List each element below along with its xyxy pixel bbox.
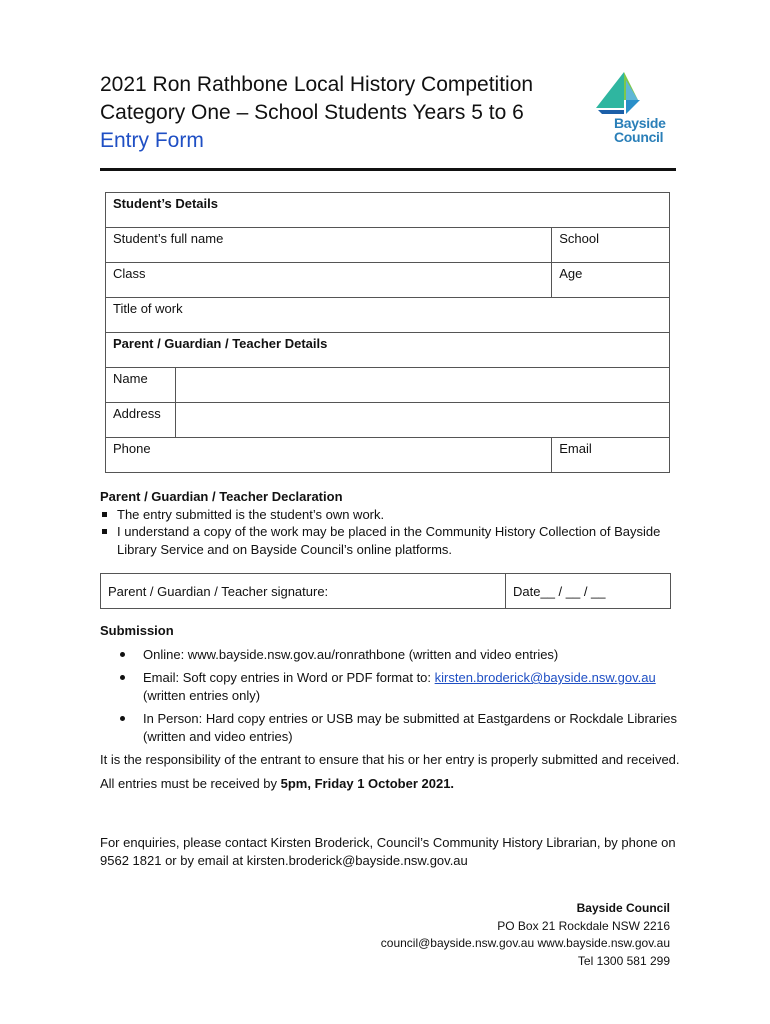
bayside-council-logo: [588, 70, 674, 148]
name-label: Name: [106, 368, 176, 403]
page-title: [100, 71, 533, 155]
responsibility-text: It is the responsibility of the entrant to ensure that his or her entry is properly submitted and received.: [100, 752, 680, 767]
declaration-heading: Parent / Guardian / Teacher Declaration: [100, 489, 343, 504]
signature-field[interactable]: Parent / Guardian / Teacher signature:: [101, 574, 506, 609]
list-item: In Person: Hard copy entries or USB may be submitted at Eastgardens or Rockdale Libraries (written and video entries): [100, 710, 680, 745]
address-field[interactable]: [176, 403, 670, 438]
title-line-3: Entry Form: [100, 129, 204, 152]
submission-section: [100, 622, 680, 798]
list-item: Email: Soft copy entries in Word or PDF format to: kirsten.broderick@bayside.nsw.gov.au (written entries only): [100, 669, 680, 704]
footer-email-web: council@bayside.nsw.gov.au www.bayside.nsw.gov.au: [380, 936, 670, 950]
address-label: Address: [106, 403, 176, 438]
date-field[interactable]: Date__ / __ / __: [506, 574, 671, 609]
footer-org: Bayside Council: [576, 901, 670, 915]
declaration-section: [100, 488, 680, 558]
footer-address: [381, 900, 670, 970]
sail-icon: [588, 70, 674, 118]
title-line-2: Category One – School Students Years 5 to 6: [100, 101, 524, 124]
submission-list: [100, 646, 680, 746]
square-bullet-icon: [102, 512, 107, 517]
square-bullet-icon: [102, 529, 107, 534]
student-details-table: [105, 192, 670, 473]
submission-heading: Submission: [100, 623, 174, 638]
school-field[interactable]: School: [552, 228, 670, 263]
student-full-name-field[interactable]: Student’s full name: [106, 228, 552, 263]
footer-tel: Tel 1300 581 299: [577, 953, 670, 968]
footer-po-box: PO Box 21 Rockdale NSW 2216: [497, 918, 670, 933]
signature-table: [100, 573, 671, 609]
age-field[interactable]: Age: [552, 263, 670, 298]
guardian-details-heading: Parent / Guardian / Teacher Details: [106, 333, 670, 368]
name-field[interactable]: [176, 368, 670, 403]
header-divider: [100, 168, 676, 171]
email-field[interactable]: Email: [552, 438, 670, 473]
bullet-icon: [120, 716, 125, 721]
declaration-list: [100, 506, 680, 559]
bullet-icon: [120, 675, 125, 680]
list-item: I understand a copy of the work may be placed in the Community History Collection of Bayside Library Service and on Bayside Council’s online platforms.: [100, 523, 680, 558]
title-line-1: 2021 Ron Rathbone Local History Competition: [100, 73, 534, 96]
list-item: The entry submitted is the student’s own work.: [100, 506, 680, 524]
title-of-work-field[interactable]: Title of work: [106, 298, 670, 333]
class-field[interactable]: Class: [106, 263, 552, 298]
deadline-text: All entries must be received by 5pm, Friday 1 October 2021.: [100, 775, 455, 791]
email-link[interactable]: kirsten.broderick@bayside.nsw.gov.au: [434, 670, 656, 685]
phone-field[interactable]: Phone: [106, 438, 552, 473]
students-details-heading: Student’s Details: [106, 193, 670, 228]
bullet-icon: [120, 652, 125, 657]
logo-text: Bayside Council: [614, 115, 666, 145]
list-item: Online: www.bayside.nsw.gov.au/ronrathbone (written and video entries): [100, 646, 680, 664]
enquiries-text: For enquiries, please contact Kirsten Broderick, Council’s Community History Librarian, by phone on 9562 1821 or by email at kirsten.broderick@bayside.nsw.gov.au: [100, 835, 676, 868]
